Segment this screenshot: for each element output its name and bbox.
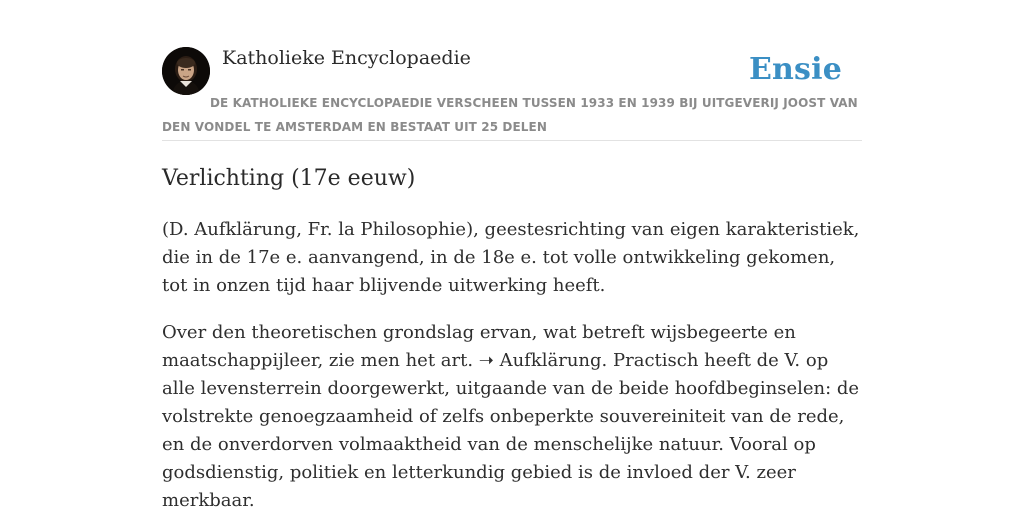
site-tagline: DE KATHOLIEKE ENCYCLOPAEDIE VERSCHEEN TUSSEN 1933 EN 1939 BIJ UITGEVERIJ JOOST VAN DEN VONDEL TE AMSTERDAM EN BESTAAT UIT 25 DELEN [162,96,858,134]
avatar[interactable] [162,47,210,95]
article-paragraph: (D. Aufklärung, Fr. la Philosophie), geestesrichting van eigen karakteristiek, die in de 17e e. aanvangend, in de 18e e. tot volle ontwikkeling gekomen, tot in onzen tijd haar blijvende uitwerking heeft. [162,219,860,296]
article-paragraph: Over den theoretischen grondslag ervan, wat betreft wijsbegeerte en maatschappijleer, zie men het art. ➝ Aufklärung. Practisch heeft de V. op alle levensterrein doorgewerkt, uitgaande van de beide hoofdbeginselen: de volstrekte genoegzaamheid of zelfs onbeperkte souvereiniteit van de rede, en de onverdorven volmaaktheid van de menschelijke natuur. Vooral op godsdienstig, politiek en letterkundig gebied is de invloed der V. zeer merkbaar. [162,322,860,511]
header [162,44,862,141]
article [162,160,862,512]
site-title[interactable]: Katholieke Encyclopaedie [222,47,471,69]
portrait-icon [162,47,210,95]
article-title: Verlichting (17e eeuw) [162,166,416,191]
brand-logo[interactable]: Ensie [748,52,842,87]
